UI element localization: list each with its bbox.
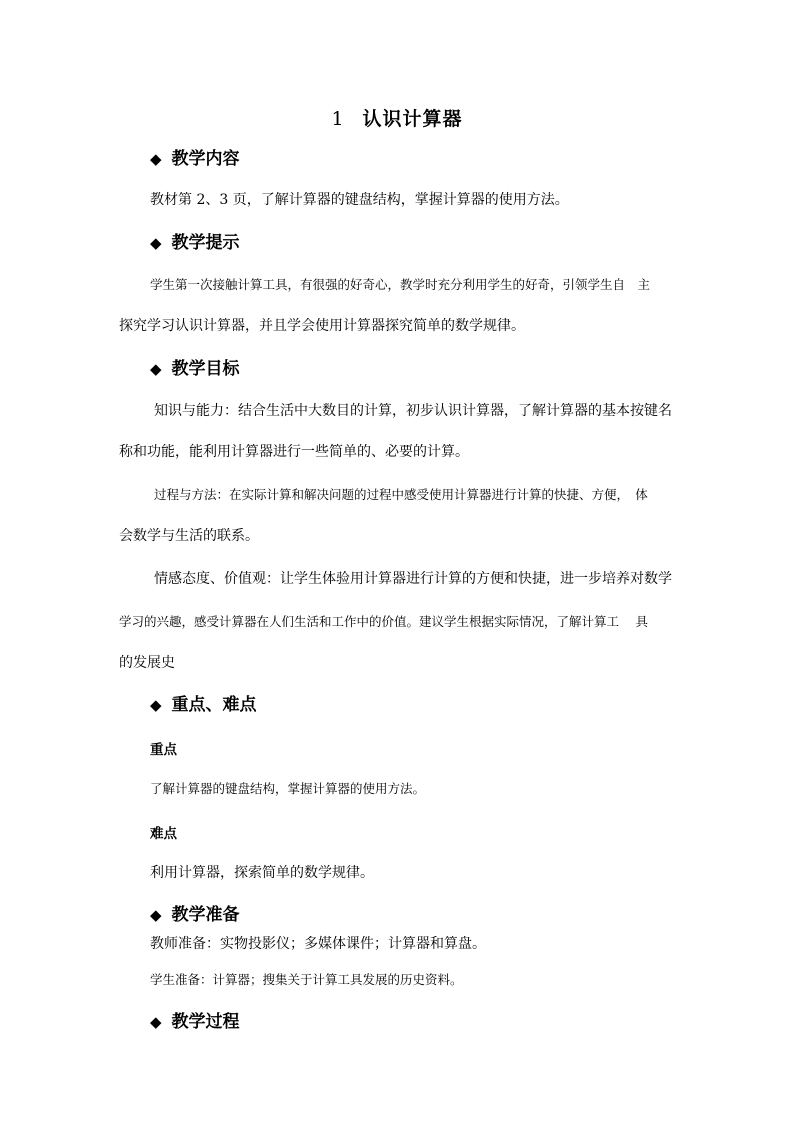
diamond-icon: ◆ [150,1013,162,1031]
diamond-icon: ◆ [150,150,162,168]
teacher-prep: 教师准备：实物投影仪；多媒体课件；计算器和算盘。 [150,936,486,952]
section-heading-key: ◆ 重点、难点 [150,695,257,715]
key-text: 了解计算器的键盘结构，掌握计算器的使用方法。 [150,781,426,796]
diamond-icon: ◆ [150,696,162,714]
key-label: 重点 [150,742,177,758]
goal-3-line-2: 学习的兴趣，感受计算器在人们生活和工作中的价值。建议学生根据实际情况，了解计算工 具 [119,614,648,629]
goal-2-line-2: 会数学与生活的联系。 [119,528,259,544]
section-heading-hint: ◆ 教学提示 [150,233,240,253]
goal-2-line-1: 过程与方法：在实际计算和解决问题的过程中感受使用计算器进行计算的快捷、方便， 体 [154,487,648,502]
diamond-icon: ◆ [150,906,162,924]
goal-3-line-3: 的发展史 [119,655,175,671]
diamond-icon: ◆ [150,360,162,378]
goal-1-line-1: 知识与能力：结合生活中大数目的计算，初步认识计算器，了解计算器的基本按键名 [154,403,672,419]
goal-3-line-1: 情感态度、价值观：让学生体验用计算器进行计算的方便和快捷，进一步培养对数学 [154,571,672,587]
section-heading-prep: ◆ 教学准备 [150,905,240,925]
section-heading-process: ◆ 教学过程 [150,1012,240,1032]
lesson-number: 1 [331,108,345,130]
diamond-icon: ◆ [150,234,162,252]
hint-line-1: 学生第一次接触计算工具，有很强的好奇心，教学时充分利用学生的好奇，引领学生自 主 [150,277,651,292]
section-heading-goals: ◆ 教学目标 [150,359,240,379]
page-title [0,104,794,131]
lesson-title: 认识计算器 [362,108,463,130]
section-heading-content: ◆ 教学内容 [150,149,240,169]
goal-1-line-2: 称和功能，能利用计算器进行一些简单的、必要的计算。 [119,444,469,460]
difficulty-label: 难点 [150,826,177,842]
content-text: 教材第 2、3 页，了解计算器的键盘结构，掌握计算器的使用方法。 [150,192,569,208]
difficulty-text: 利用计算器，探索简单的数学规律。 [150,865,374,881]
student-prep: 学生准备：计算器；搜集关于计算工具发展的历史资料。 [150,972,463,987]
hint-line-2: 探究学习认识计算器，并且学会使用计算器探究简单的数学规律。 [119,318,525,334]
